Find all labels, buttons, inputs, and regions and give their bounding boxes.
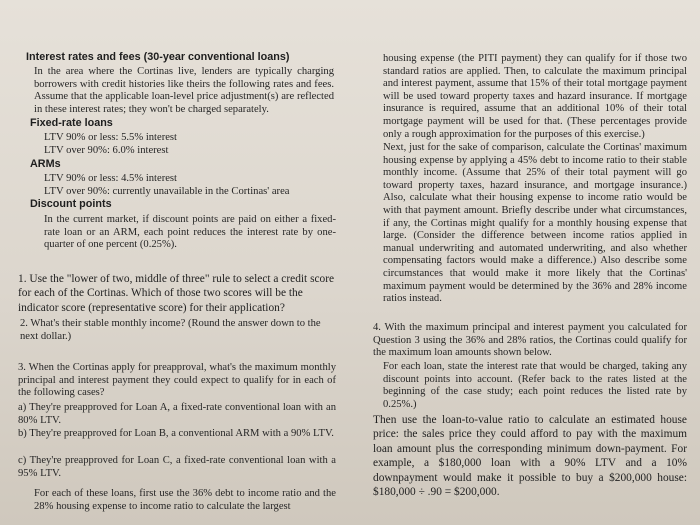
question-3-instructions: For each of these loans, first use the 36% debt to income ratio and the 28% housing expense to income ratio to calculate the largest — [34, 488, 336, 512]
question-2: 2. What's their stable monthly income? (Round the answer down to the next dollar.) — [20, 318, 321, 342]
question-3a: a) They're preapproved for Loan A, a fixed-rate conventional loan with an 80% LTV. — [18, 402, 336, 426]
question-3c: c) They're preapproved for Loan C, a fixed-rate conventional loan with a 95% LTV. — [18, 455, 336, 479]
heading-interest-rates-fees: Interest rates and fees (30-year conventional loans) — [26, 51, 290, 63]
heading-arms: ARMs — [30, 158, 61, 170]
question-4-interest-rate: For each loan, state the interest rate that would be charged, taking any discount points into account. (Refer back to the rates listed at the beginning of the case study; each point reduces the listed rate by 0.25%.) — [383, 361, 687, 410]
question-1: 1. Use the "lower of two, middle of three" rule to select a credit score for each of the Cortinas. Which of those two scores will be the indicator score (representative score) for their application? — [18, 273, 335, 314]
arm-item-2: LTV over 90%: currently unavailable in the Cortinas' area — [44, 186, 290, 197]
comparison-paragraph: Next, just for the sake of comparison, calculate the Cortinas' maximum housing expense by applying a 45% debt to income ratio to their stable monthly income. (Assume that 25% of their total payment will go toward property taxes, hazard insurance, and mortgage insurance.) Also, calculate what their housing expense to income ratio would be with that payment amount. Briefly describe under what circumstances, if any, the Cortinas might qualify for a monthly housing expense that large. (Consider the difference between income ratios applied in manual underwriting and automated underwriting, and also whether compensating factors would make a difference.) Also describe some circumstances that would make it more likely that the Cortinas' maximum payment would be determined by the 36% and 28% income ratios instead. — [383, 142, 687, 305]
intro-paragraph: In the area where the Cortinas live, lenders are typically charging borrowers with credit histories like theirs the following rates and fees. Assume that the applicable loan-level price adjustment(s) are reflected in these interest rates; they won't be charged separately. — [34, 66, 334, 115]
question-4-house-price: Then use the loan-to-value ratio to calculate an estimated house price: the sales price they could afford to pay with the maximum loan amount plus the corresponding minimum down-payment. For example, a $180,000 loan with a 90% LTV and a 10% downpayment would make it possible to buy a $200,000 house: $180,000 ÷ .90 = $200,000. — [373, 414, 687, 499]
continued-paragraph: housing expense (the PITI payment) they can qualify for if those two standard ratios are applied. Then, to calculate the maximum principal and interest payment, assume that 15% of their total mortgage payment will be used toward property taxes and hazard insurance. If mortgage insurance is required, assume that an additional 10% of their total mortgage payment will be used for that. (These percentages provide only a rough approximation for the purposes of this exercise.) — [383, 53, 687, 140]
question-4: 4. With the maximum principal and interest payment you calculated for Question 3 using the 36% and 28% ratios, the Cortinas could qualify for the maximum loan amounts shown below. — [373, 322, 687, 359]
heading-fixed-rate-loans: Fixed-rate loans — [30, 117, 113, 129]
heading-discount-points: Discount points — [30, 198, 112, 210]
arm-item-1: LTV 90% or less: 4.5% interest — [44, 173, 177, 184]
discount-points-paragraph: In the current market, if discount points are paid on either a fixed-rate loan or an ARM, each point reduces the interest rate by one-quarter of one percent (0.25%). — [44, 214, 336, 251]
question-3: 3. When the Cortinas apply for preapproval, what's the maximum monthly principal and interest payment they could expect to qualify for in each of the following cases? — [18, 362, 336, 399]
fixed-rate-item-2: LTV over 90%: 6.0% interest — [44, 145, 169, 156]
fixed-rate-item-1: LTV 90% or less: 5.5% interest — [44, 132, 177, 143]
question-3b: b) They're preapproved for Loan B, a conventional ARM with a 90% LTV. — [18, 428, 334, 439]
